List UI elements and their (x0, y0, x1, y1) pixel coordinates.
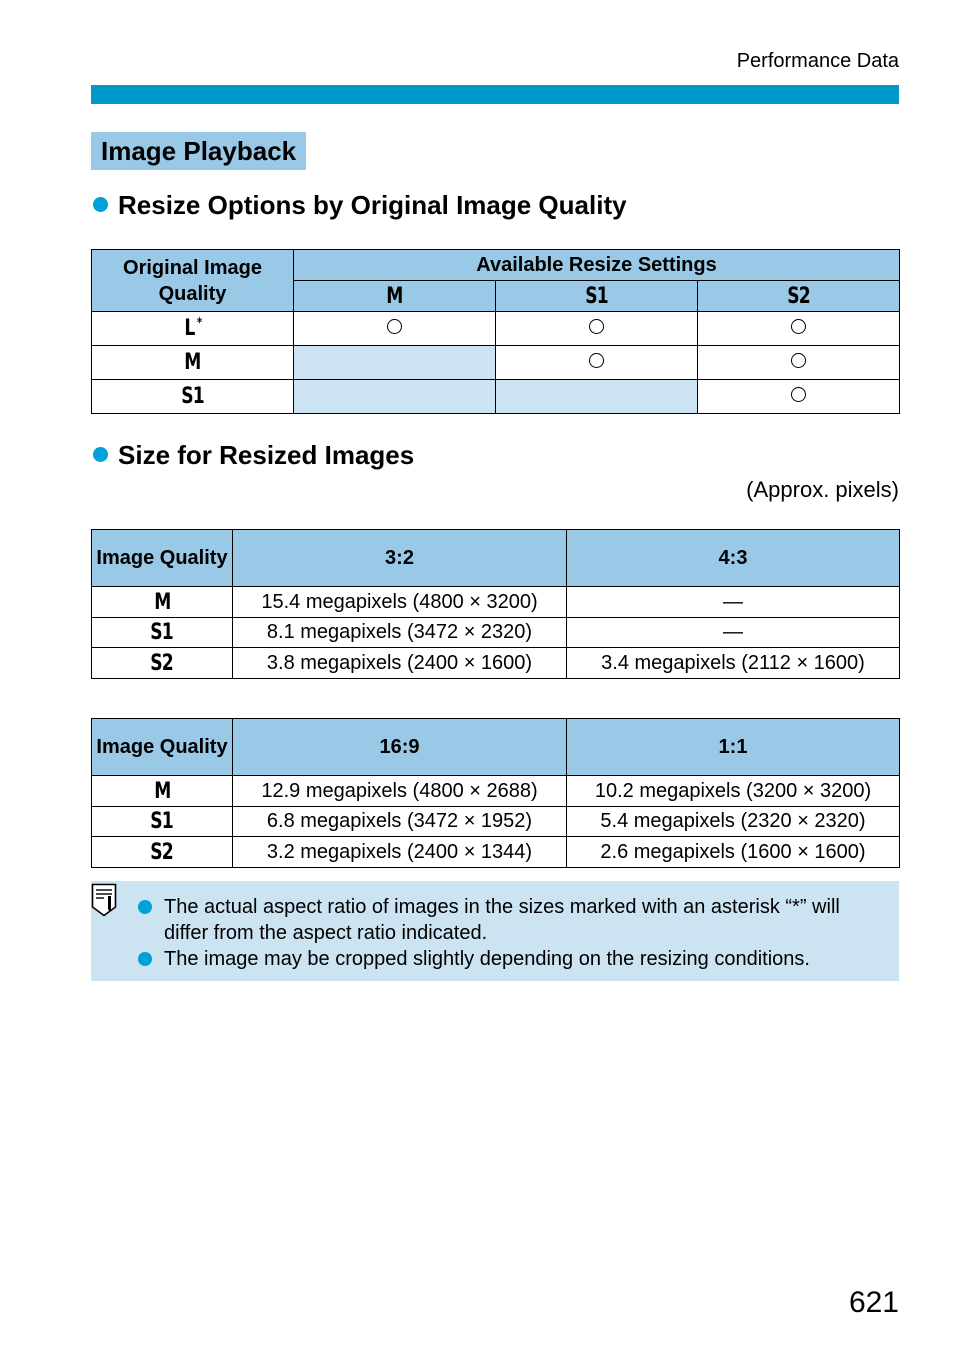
unavailable-cell (496, 380, 698, 414)
quality-cell: L * (92, 312, 294, 346)
size-cell: 3.4 megapixels (2112 × 1600) (567, 648, 900, 679)
section-title: Image Playback (91, 132, 306, 170)
available-cell (698, 312, 900, 346)
quality-cell: S1 (92, 807, 233, 837)
resize-options-heading (93, 190, 627, 220)
table-row (92, 807, 900, 837)
page-number: 621 (848, 1286, 899, 1319)
size-cell: 6.8 megapixels (3472 × 1952) (233, 807, 567, 837)
unit-note: (Approx. pixels) (746, 477, 899, 502)
note-item: The image may be cropped slightly depending on the resizing conditions. (138, 946, 878, 972)
available-cell (496, 346, 698, 380)
note-box (91, 881, 899, 981)
col-original-quality: Original Image Quality (92, 250, 294, 312)
available-cell (698, 346, 900, 380)
table-row (92, 380, 900, 414)
quality-cell: S2 (92, 837, 233, 868)
resize-options-heading-text: Resize Options by Original Image Quality (118, 190, 627, 220)
sub-col-m: M (294, 281, 496, 312)
circle-icon (387, 319, 402, 334)
col-image-quality: Image Quality (92, 719, 233, 776)
col-ratio-16-9: 16:9 (233, 719, 567, 776)
size-cell: 5.4 megapixels (2320 × 2320) (567, 807, 900, 837)
quality-cell: M (92, 587, 233, 618)
quality-cell: S1 (92, 380, 294, 414)
col-available-resize: Available Resize Settings (294, 250, 900, 281)
bullet-icon (93, 197, 108, 212)
table-row (92, 648, 900, 679)
running-head: Performance Data (736, 50, 899, 72)
memo-icon (91, 883, 117, 917)
size-cell: — (567, 618, 900, 648)
bullet-icon (138, 952, 152, 966)
table-row (92, 587, 900, 618)
sizes-heading-text: Size for Resized Images (118, 440, 415, 470)
table-row (92, 312, 900, 346)
size-cell: 12.9 megapixels (4800 × 2688) (233, 776, 567, 807)
unavailable-cell (294, 380, 496, 414)
size-cell: 8.1 megapixels (3472 × 2320) (233, 618, 567, 648)
size-cell: — (567, 587, 900, 618)
circle-icon (791, 319, 806, 334)
quality-cell: M (92, 346, 294, 380)
table-row (92, 346, 900, 380)
note-item: The actual aspect ratio of images in the sizes marked with an asterisk “*” will differ from the aspect ratio indicated. (138, 894, 878, 946)
table-row (92, 618, 900, 648)
circle-icon (589, 319, 604, 334)
available-cell (698, 380, 900, 414)
table-row (92, 776, 900, 807)
quality-cell: S2 (92, 648, 233, 679)
circle-icon (589, 353, 604, 368)
col-ratio-3-2: 3:2 (233, 530, 567, 587)
quality-cell: S1 (92, 618, 233, 648)
sub-col-s1: S1 (496, 281, 698, 312)
size-cell: 10.2 megapixels (3200 × 3200) (567, 776, 900, 807)
note-list (138, 894, 878, 972)
resize-options-table (91, 249, 900, 414)
sizes-table-1 (91, 529, 900, 679)
quality-cell: M (92, 776, 233, 807)
unavailable-cell (294, 346, 496, 380)
sub-col-s2: S2 (698, 281, 900, 312)
circle-icon (791, 353, 806, 368)
size-cell: 3.8 megapixels (2400 × 1600) (233, 648, 567, 679)
bullet-icon (138, 900, 152, 914)
table-row (92, 837, 900, 868)
size-cell: 2.6 megapixels (1600 × 1600) (567, 837, 900, 868)
size-cell: 15.4 megapixels (4800 × 3200) (233, 587, 567, 618)
col-ratio-4-3: 4:3 (567, 530, 900, 587)
available-cell (496, 312, 698, 346)
top-accent-bar (91, 85, 899, 104)
bullet-icon (93, 447, 108, 462)
circle-icon (791, 387, 806, 402)
size-cell: 3.2 megapixels (2400 × 1344) (233, 837, 567, 868)
sizes-table-2 (91, 718, 900, 868)
sizes-heading (93, 440, 414, 470)
col-image-quality: Image Quality (92, 530, 233, 587)
available-cell (294, 312, 496, 346)
col-ratio-1-1: 1:1 (567, 719, 900, 776)
